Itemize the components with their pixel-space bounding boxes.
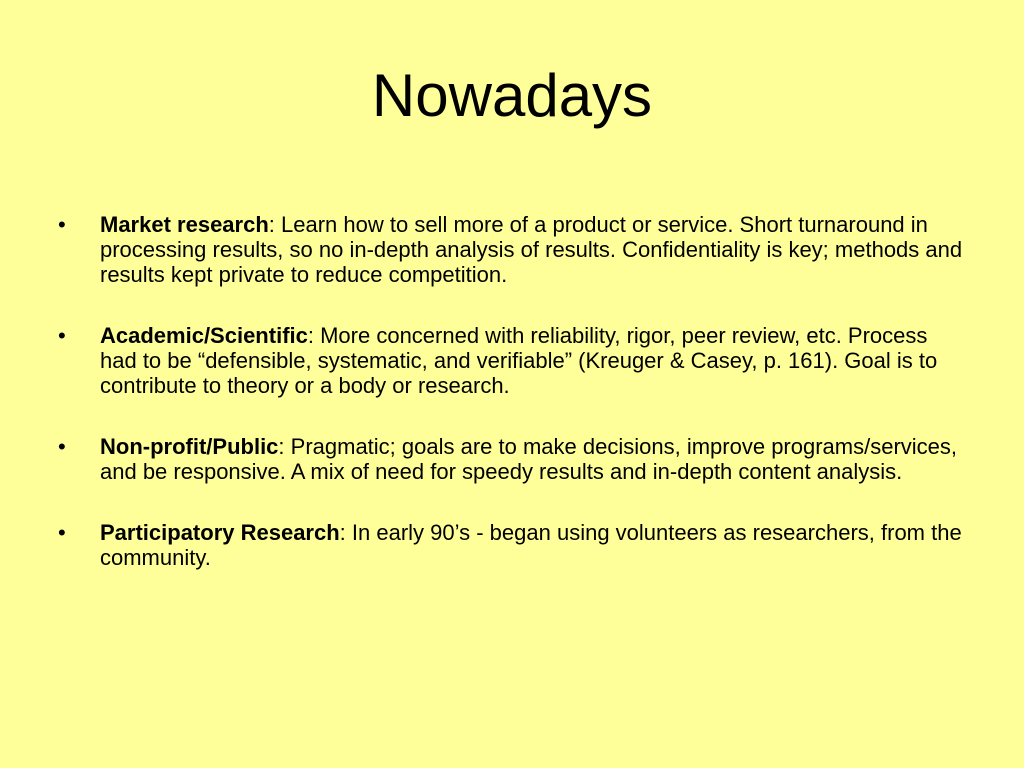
bullet-term: Participatory Research [100,520,340,545]
bullet-icon: • [58,212,66,237]
bullet-text: : Learn how to sell more of a product or service. Short turnaround in processing results, so no in-depth analysis of results. Confidentiality is key; methods and results kept private to reduce competition. [100,212,963,287]
bullet-term: Academic/Scientific [100,323,308,348]
slide-title: Nowadays [371,62,653,129]
bullet-item-academic-scientific [58,323,968,398]
bullet-item-market-research [58,212,968,287]
bullet-text: : In early 90’s - began using volunteers as researchers, from the community. [100,520,962,570]
bullet-text: : More concerned with reliability, rigor, peer review, etc. Process had to be “defensible, systematic, and verifiable” (Kreuger & Casey, p. 161). Goal is to contribute to theory or a body or research. [100,323,938,398]
bullet-item-participatory-research [58,520,968,570]
bullet-list [58,212,968,570]
bullet-icon: • [58,323,66,348]
bullet-item-non-profit-public [58,434,968,484]
bullet-icon: • [58,434,66,459]
bullet-term: Market research [100,212,269,237]
bullet-term: Non-profit/Public [100,434,279,459]
bullet-icon: • [58,520,66,545]
bullet-text: : Pragmatic; goals are to make decisions, improve programs/services, and be responsive. A mix of need for speedy results and in-depth content analysis. [100,434,958,484]
